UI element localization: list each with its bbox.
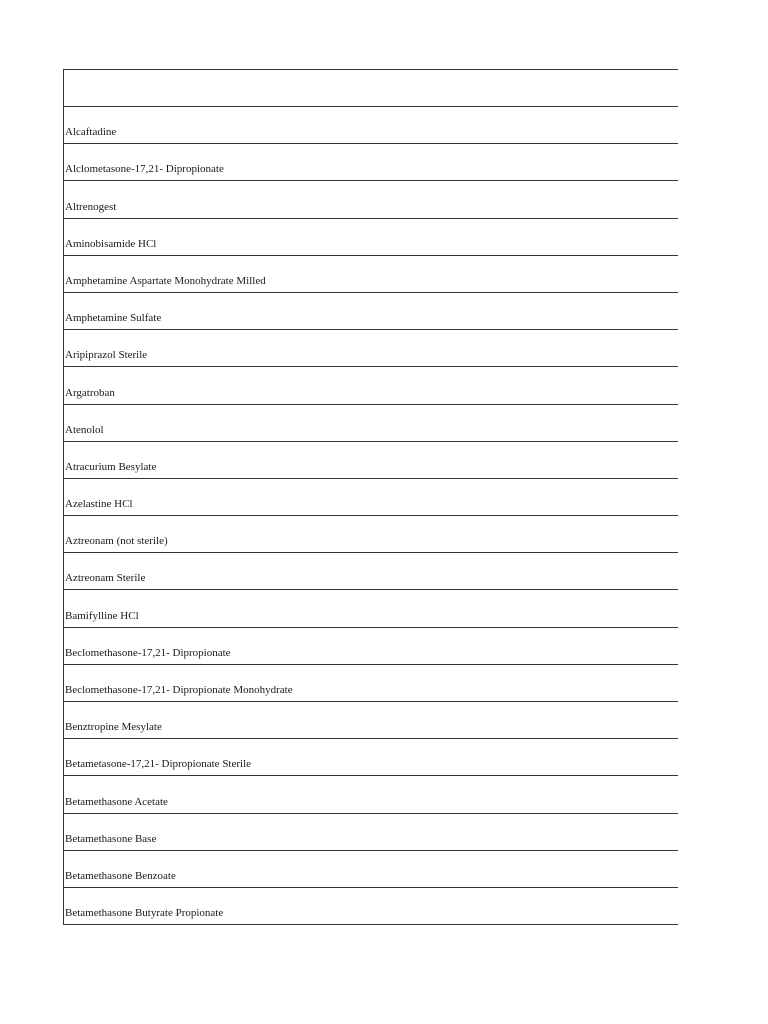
table-header-row bbox=[64, 70, 678, 107]
table-row bbox=[64, 888, 678, 925]
table-row bbox=[64, 590, 678, 627]
product-table bbox=[63, 69, 678, 925]
product-name-cell: Atenolol bbox=[65, 423, 104, 436]
product-name-cell: Amphetamine Aspartate Monohydrate Milled bbox=[65, 274, 266, 287]
product-name-cell: Altrenogest bbox=[65, 200, 117, 213]
table-row bbox=[64, 739, 678, 776]
product-name-cell: Beclomethasone-17,21- Dipropionate bbox=[65, 646, 231, 659]
product-name-cell: Atracurium Besylate bbox=[65, 460, 157, 473]
table-row bbox=[64, 814, 678, 851]
table-row bbox=[64, 144, 678, 181]
product-name-cell: Benztropine Mesylate bbox=[65, 721, 162, 734]
table-row bbox=[64, 181, 678, 218]
product-name-cell: Betamethasone Benzoate bbox=[65, 869, 176, 882]
table-row bbox=[64, 219, 678, 256]
product-name-cell: Azelastine HCl bbox=[65, 498, 133, 511]
table-row bbox=[64, 479, 678, 516]
product-name-cell: Aminobisamide HCl bbox=[65, 237, 157, 250]
product-name-cell: Amphetamine Sulfate bbox=[65, 312, 162, 325]
table-row bbox=[64, 516, 678, 553]
product-name-cell: Betamethasone Base bbox=[65, 832, 157, 845]
table-row bbox=[64, 442, 678, 479]
product-name-cell: Aztreonam (not sterile) bbox=[65, 535, 168, 548]
table-row bbox=[64, 665, 678, 702]
product-name-cell: Betamethasone Acetate bbox=[65, 795, 168, 808]
product-name-cell: Aztreonam Sterile bbox=[65, 572, 146, 585]
product-name-cell: Beclomethasone-17,21- Dipropionate Monohydrate bbox=[65, 684, 293, 696]
product-name-cell: Alclometasone-17,21- Dipropionate bbox=[65, 163, 224, 176]
product-name-cell: Betamethasone Butyrate Propionate bbox=[65, 907, 224, 920]
table-row bbox=[64, 776, 678, 813]
table-row bbox=[64, 367, 678, 404]
product-name-cell: Bamifylline HCl bbox=[65, 609, 139, 622]
table-row bbox=[64, 330, 678, 367]
product-name-cell: Alcaftadine bbox=[65, 126, 117, 139]
table-row bbox=[64, 851, 678, 888]
table-row bbox=[64, 702, 678, 739]
table-row bbox=[64, 628, 678, 665]
table-row bbox=[64, 553, 678, 590]
table-row bbox=[64, 256, 678, 293]
product-name-cell: Betametasone-17,21- Dipropionate Sterile bbox=[65, 758, 252, 771]
table-row bbox=[64, 293, 678, 330]
table-row bbox=[64, 405, 678, 442]
product-name-cell: Aripiprazol Sterile bbox=[65, 349, 148, 362]
product-name-cell: Argatroban bbox=[65, 386, 115, 399]
table-body bbox=[64, 107, 678, 925]
table-row bbox=[64, 107, 678, 144]
